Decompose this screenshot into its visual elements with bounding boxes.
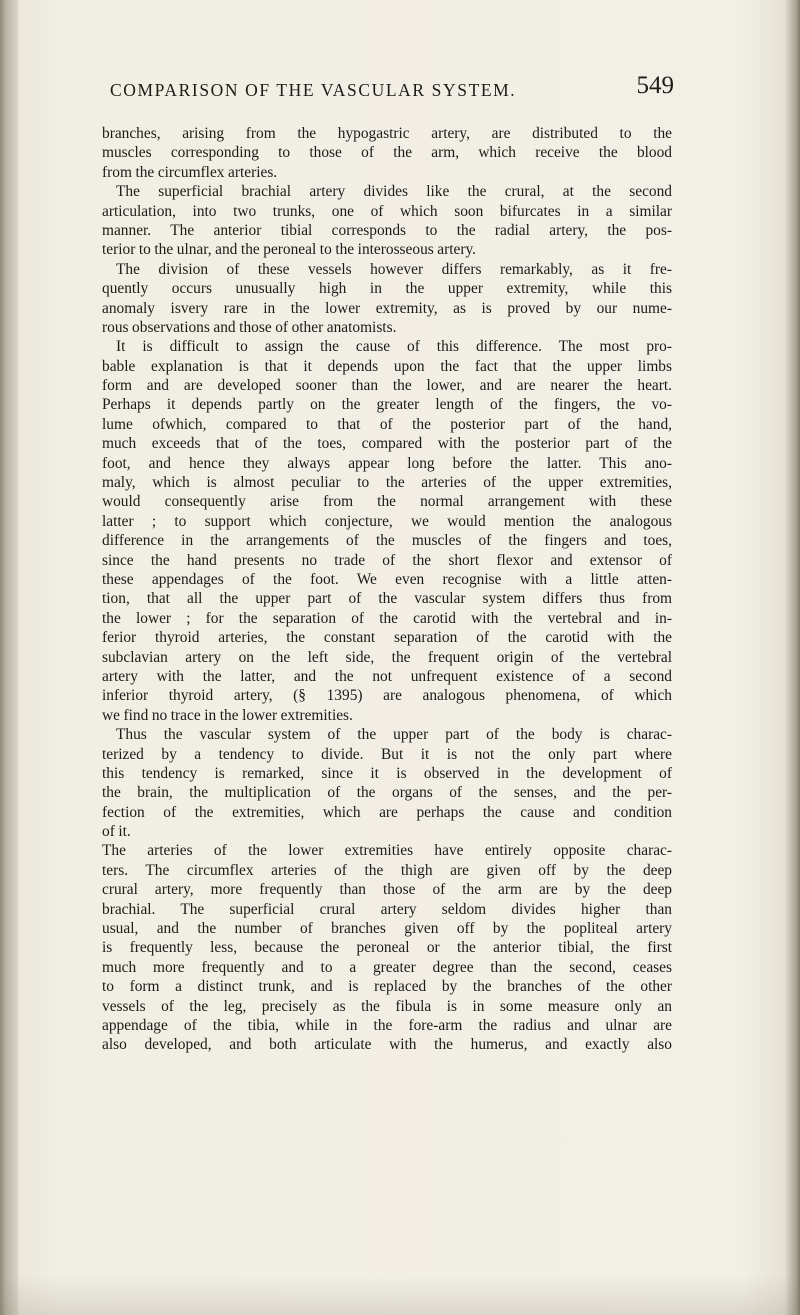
- page-edge-shadow: [786, 0, 800, 1315]
- text-line: usual, and the number of branches given off by the popliteal artery: [102, 920, 672, 938]
- text-line: quently occurs unusually high in the upper extremity, while this: [102, 280, 672, 298]
- text-line: would consequently arise from the normal arrangement with these: [102, 493, 672, 511]
- text-line: branches, arising from the hypogastric artery, are distributed to the: [102, 125, 672, 142]
- text-line: from the circumflex arteries.: [102, 163, 278, 181]
- running-title: COMPARISON OF THE VASCULAR SYSTEM.: [110, 80, 517, 100]
- page-bottom-shadow: [0, 1275, 800, 1315]
- text-line: ferior thyroid arteries, the constant separation of the carotid with the: [102, 629, 672, 647]
- text-line: terized by a tendency to divide. But it is not the only part where: [102, 745, 672, 763]
- text-line: It is difficult to assign the cause of this difference. The most pro-: [116, 338, 672, 356]
- text-line: tion, that all the upper part of the vascular system differs thus from: [102, 590, 672, 608]
- text-line: subclavian artery on the left side, the frequent origin of the vertebral: [102, 648, 672, 666]
- page-gutter-shadow: [0, 0, 18, 1315]
- text-line: much exceeds that of the toes, compared with the posterior part of the: [102, 435, 672, 453]
- text-line: the lower ; for the separation of the carotid with the vertebral and in-: [102, 609, 672, 627]
- text-line: appendage of the tibia, while in the fore-arm the radius and ulnar are: [102, 1016, 672, 1034]
- text-line: artery with the latter, and the not unfrequent existence of a second: [102, 667, 672, 685]
- text-line: The arteries of the lower extremities have entirely opposite charac-: [102, 842, 672, 860]
- text-line: Perhaps it depends partly on the greater length of the fingers, the vo-: [102, 396, 672, 414]
- text-line: difference in the arrangements of the muscles of the fingers and toes,: [102, 532, 672, 550]
- text-line: vessels of the leg, precisely as the fibula is in some measure only an: [102, 997, 672, 1015]
- text-line: form and are developed sooner than the lower, and are nearer the heart.: [102, 377, 672, 395]
- text-line: ters. The circumflex arteries of the thigh are given off by the deep: [102, 861, 672, 879]
- text-line: The division of these vessels however differs remarkably, as it fre-: [116, 260, 672, 278]
- text-line: The superficial brachial artery divides like the crural, at the second: [116, 183, 672, 201]
- text-line: the brain, the multiplication of the organs of the senses, and the per-: [102, 784, 672, 802]
- text-line: since the hand presents no trade of the short flexor and extensor of: [102, 551, 672, 569]
- text-line: rous observations and those of other anatomists.: [102, 318, 397, 336]
- text-line: anomaly isvery rare in the lower extremity, as is proved by our nume-: [102, 299, 672, 317]
- text-line: articulation, into two trunks, one of which soon bifurcates in a similar: [102, 202, 672, 220]
- text-line: bable explanation is that it depends upon the fact that the upper limbs: [102, 357, 672, 375]
- text-line: brachial. The superficial crural artery seldom divides higher than: [102, 900, 672, 918]
- page-number: 549: [636, 72, 674, 99]
- text-line: fection of the extremities, which are perhaps the cause and condition: [102, 803, 672, 821]
- text-line: is frequently less, because the peroneal or the anterior tibial, the first: [102, 939, 672, 957]
- body-text: [102, 124, 672, 1055]
- text-line: foot, and hence they always appear long before the latter. This ano-: [102, 454, 672, 472]
- text-line: manner. The anterior tibial corresponds to the radial artery, the pos-: [102, 221, 672, 239]
- running-header: [104, 72, 674, 106]
- text-line: of it.: [102, 823, 131, 841]
- text-line: inferior thyroid artery, (§ 1395) are analogous phenomena, of which: [102, 687, 672, 705]
- text-line: crural artery, more frequently than those of the arm are by the deep: [102, 881, 672, 899]
- text-line: much more frequently and to a greater degree than the second, ceases: [102, 958, 672, 976]
- text-line: this tendency is remarked, since it is observed in the development of: [102, 764, 672, 782]
- text-line: we find no trace in the lower extremities.: [102, 706, 353, 724]
- text-line: these appendages of the foot. We even recognise with a little atten-: [102, 570, 672, 588]
- text-line: lume ofwhich, compared to that of the posterior part of the hand,: [102, 415, 672, 433]
- text-line: to form a distinct trunk, and is replaced by the branches of the other: [102, 978, 672, 996]
- text-line: maly, which is almost peculiar to the arteries of the upper extremities,: [102, 474, 672, 492]
- text-line: Thus the vascular system of the upper part of the body is charac-: [116, 726, 672, 744]
- text-line: also developed, and both articulate with the humerus, and exactly also: [102, 1036, 672, 1054]
- text-line: muscles corresponding to those of the arm, which receive the blood: [102, 144, 672, 162]
- text-line: terior to the ulnar, and the peroneal to the interosseous artery.: [102, 241, 477, 259]
- text-line: latter ; to support which conjecture, we would mention the analogous: [102, 512, 672, 530]
